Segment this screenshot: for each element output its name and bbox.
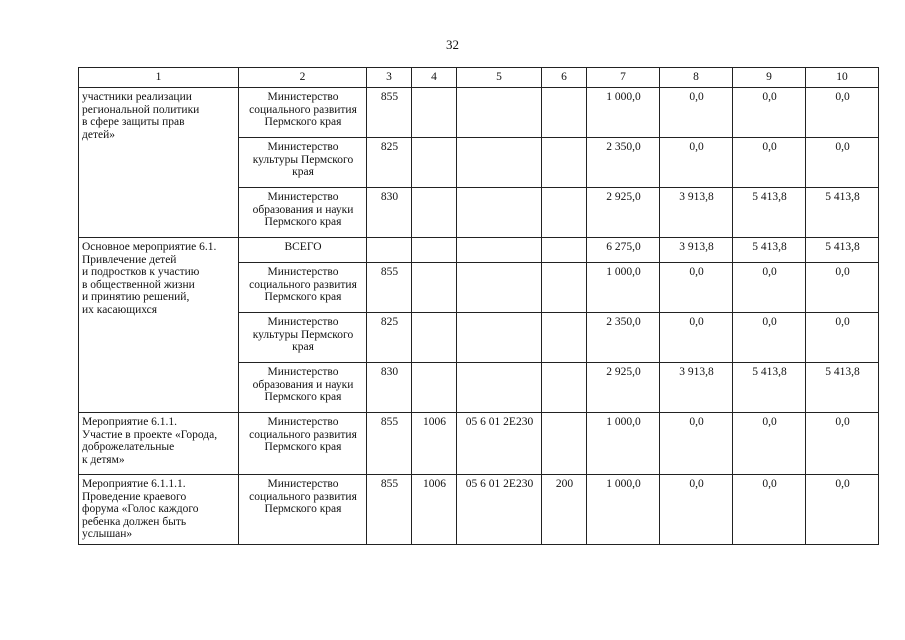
amount-col10-cell: 0,0 [806, 313, 879, 363]
column-header: 10 [806, 68, 879, 88]
amount-col9-cell: 0,0 [733, 263, 806, 313]
organization-cell: Министерство образования и науки Пермского края [239, 188, 367, 238]
ministry-code-cell: 830 [367, 188, 412, 238]
amount-col7-cell: 1 000,0 [587, 263, 660, 313]
page-number: 32 [446, 37, 459, 52]
amount-col9-cell: 0,0 [733, 138, 806, 188]
measure-name-cell: Основное мероприятие 6.1. Привлечение детей и подростков к участию в общественной жизни и принятию решений, их касающихся [79, 238, 239, 413]
amount-col7-cell: 2 925,0 [587, 188, 660, 238]
amount-col10-cell: 0,0 [806, 475, 879, 545]
column-header: 8 [660, 68, 733, 88]
amount-col10-cell: 0,0 [806, 88, 879, 138]
ministry-code-cell: 825 [367, 313, 412, 363]
amount-col8-cell: 0,0 [660, 88, 733, 138]
amount-col10-cell: 5 413,8 [806, 188, 879, 238]
column-header: 2 [239, 68, 367, 88]
amount-col9-cell: 5 413,8 [733, 188, 806, 238]
amount-col8-cell: 0,0 [660, 413, 733, 475]
table-body [79, 88, 879, 545]
amount-col7-cell: 2 925,0 [587, 363, 660, 413]
amount-col9-cell: 5 413,8 [733, 238, 806, 263]
organization-cell: ВСЕГО [239, 238, 367, 263]
ministry-code-cell: 825 [367, 138, 412, 188]
column-header: 9 [733, 68, 806, 88]
amount-col8-cell: 0,0 [660, 263, 733, 313]
amount-col8-cell: 0,0 [660, 313, 733, 363]
amount-col8-cell: 0,0 [660, 475, 733, 545]
target-article-cell [457, 363, 542, 413]
target-article-cell [457, 138, 542, 188]
target-article-cell [457, 263, 542, 313]
measure-name-cell: Мероприятие 6.1.1. Участие в проекте «Города, доброжелательные к детям» [79, 413, 239, 475]
expense-type-cell: 200 [542, 475, 587, 545]
amount-col8-cell: 3 913,8 [660, 188, 733, 238]
column-header: 5 [457, 68, 542, 88]
ministry-code-cell: 855 [367, 413, 412, 475]
expense-type-cell [542, 313, 587, 363]
section-code-cell [412, 88, 457, 138]
column-header: 7 [587, 68, 660, 88]
amount-col10-cell: 0,0 [806, 138, 879, 188]
target-article-cell: 05 6 01 2Е230 [457, 413, 542, 475]
section-code-cell [412, 138, 457, 188]
section-code-cell: 1006 [412, 413, 457, 475]
amount-col7-cell: 6 275,0 [587, 238, 660, 263]
ministry-code-cell: 855 [367, 88, 412, 138]
column-header: 3 [367, 68, 412, 88]
amount-col7-cell: 1 000,0 [587, 475, 660, 545]
ministry-code-cell [367, 238, 412, 263]
expense-type-cell [542, 188, 587, 238]
ministry-code-cell: 855 [367, 263, 412, 313]
column-header: 1 [79, 68, 239, 88]
amount-col9-cell: 0,0 [733, 475, 806, 545]
amount-col10-cell: 5 413,8 [806, 363, 879, 413]
section-code-cell [412, 313, 457, 363]
table-row [79, 88, 879, 138]
target-article-cell [457, 188, 542, 238]
column-header: 6 [542, 68, 587, 88]
organization-cell: Министерство образования и науки Пермского края [239, 363, 367, 413]
organization-cell: Министерство социального развития Пермского края [239, 413, 367, 475]
ministry-code-cell: 855 [367, 475, 412, 545]
section-code-cell [412, 188, 457, 238]
budget-table [78, 67, 879, 545]
amount-col10-cell: 0,0 [806, 263, 879, 313]
column-header: 4 [412, 68, 457, 88]
expense-type-cell [542, 138, 587, 188]
measure-name-cell: Мероприятие 6.1.1.1. Проведение краевого форума «Голос каждого ребенка должен быть услышан» [79, 475, 239, 545]
amount-col9-cell: 0,0 [733, 88, 806, 138]
amount-col7-cell: 1 000,0 [587, 413, 660, 475]
amount-col9-cell: 5 413,8 [733, 363, 806, 413]
amount-col7-cell: 1 000,0 [587, 88, 660, 138]
target-article-cell [457, 313, 542, 363]
expense-type-cell [542, 88, 587, 138]
amount-col8-cell: 3 913,8 [660, 363, 733, 413]
target-article-cell [457, 88, 542, 138]
amount-col10-cell: 5 413,8 [806, 238, 879, 263]
measure-name-cell: участники реализации региональной политики в сфере защиты прав детей» [79, 88, 239, 238]
amount-col9-cell: 0,0 [733, 313, 806, 363]
organization-cell: Министерство культуры Пермского края [239, 138, 367, 188]
table-row [79, 413, 879, 475]
expense-type-cell [542, 413, 587, 475]
target-article-cell [457, 238, 542, 263]
amount-col7-cell: 2 350,0 [587, 313, 660, 363]
header-row [79, 68, 879, 88]
expense-type-cell [542, 263, 587, 313]
section-code-cell [412, 263, 457, 313]
ministry-code-cell: 830 [367, 363, 412, 413]
amount-col8-cell: 0,0 [660, 138, 733, 188]
section-code-cell: 1006 [412, 475, 457, 545]
section-code-cell [412, 238, 457, 263]
amount-col10-cell: 0,0 [806, 413, 879, 475]
expense-type-cell [542, 363, 587, 413]
organization-cell: Министерство культуры Пермского края [239, 313, 367, 363]
table-row [79, 238, 879, 263]
amount-col7-cell: 2 350,0 [587, 138, 660, 188]
organization-cell: Министерство социального развития Пермского края [239, 263, 367, 313]
expense-type-cell [542, 238, 587, 263]
table-row [79, 475, 879, 545]
target-article-cell: 05 6 01 2Е230 [457, 475, 542, 545]
organization-cell: Министерство социального развития Пермского края [239, 475, 367, 545]
amount-col8-cell: 3 913,8 [660, 238, 733, 263]
section-code-cell [412, 363, 457, 413]
amount-col9-cell: 0,0 [733, 413, 806, 475]
organization-cell: Министерство социального развития Пермского края [239, 88, 367, 138]
